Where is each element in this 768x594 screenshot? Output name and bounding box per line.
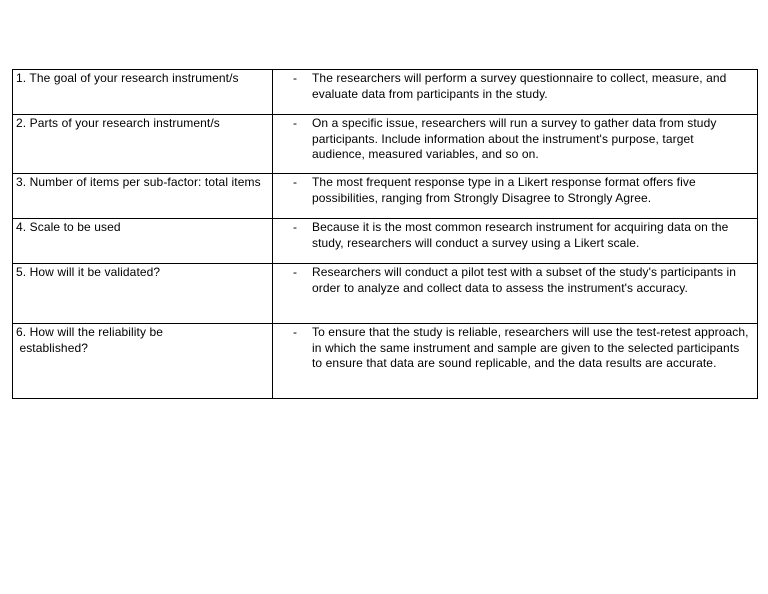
table-row (13, 70, 758, 115)
question-cell: 5. How will it be validated? (13, 264, 273, 324)
answer-cell (273, 324, 758, 399)
bullet-dash: - (293, 175, 298, 189)
research-instrument-table (12, 69, 758, 399)
table-row (13, 264, 758, 324)
question-cell: 4. Scale to be used (13, 219, 273, 264)
answer-cell (273, 115, 758, 174)
question-cell: 2. Parts of your research instrument/s (13, 115, 273, 174)
answer-cell (273, 174, 758, 219)
bullet-dash: - (293, 265, 298, 279)
bullet-dash: - (293, 116, 298, 130)
answer-cell (273, 70, 758, 115)
table-row (13, 115, 758, 174)
answer-cell (273, 264, 758, 324)
bullet-dash: - (293, 325, 298, 339)
bullet-dash: - (293, 71, 298, 85)
question-cell: 3. Number of items per sub-factor: total items (13, 174, 273, 219)
answer-text: Researchers will conduct a pilot test with a subset of the study's participants in order to analyze and collect data to assess the instrument's accuracy. (312, 265, 737, 295)
bullet-dash: - (293, 220, 298, 234)
table-row (13, 219, 758, 264)
table-row (13, 324, 758, 399)
answer-text: Because it is the most common research instrument for acquiring data on the study, researchers will conduct a survey using a Likert scale. (312, 220, 729, 250)
answer-text: The most frequent response type in a Likert response format offers five possibilities, ranging from Strongly Disagree to Strongly Agree. (312, 175, 696, 205)
answer-text: On a specific issue, researchers will run a survey to gather data from study participants. Include information about the instrument's purpose, target audience, measured variables, and so on. (312, 116, 717, 162)
question-cell: 6. How will the reliability be established? (13, 324, 273, 399)
table-row (13, 174, 758, 219)
answer-cell (273, 219, 758, 264)
question-cell: 1. The goal of your research instrument/s (13, 70, 273, 115)
answer-text: The researchers will perform a survey questionnaire to collect, measure, and evaluate data from participants in the study. (312, 71, 727, 101)
answer-text: To ensure that the study is reliable, researchers will use the test-retest approach, in which the same instrument and sample are given to the selected participants to ensure that data are sound replicable, and the data results are accurate. (312, 325, 749, 371)
